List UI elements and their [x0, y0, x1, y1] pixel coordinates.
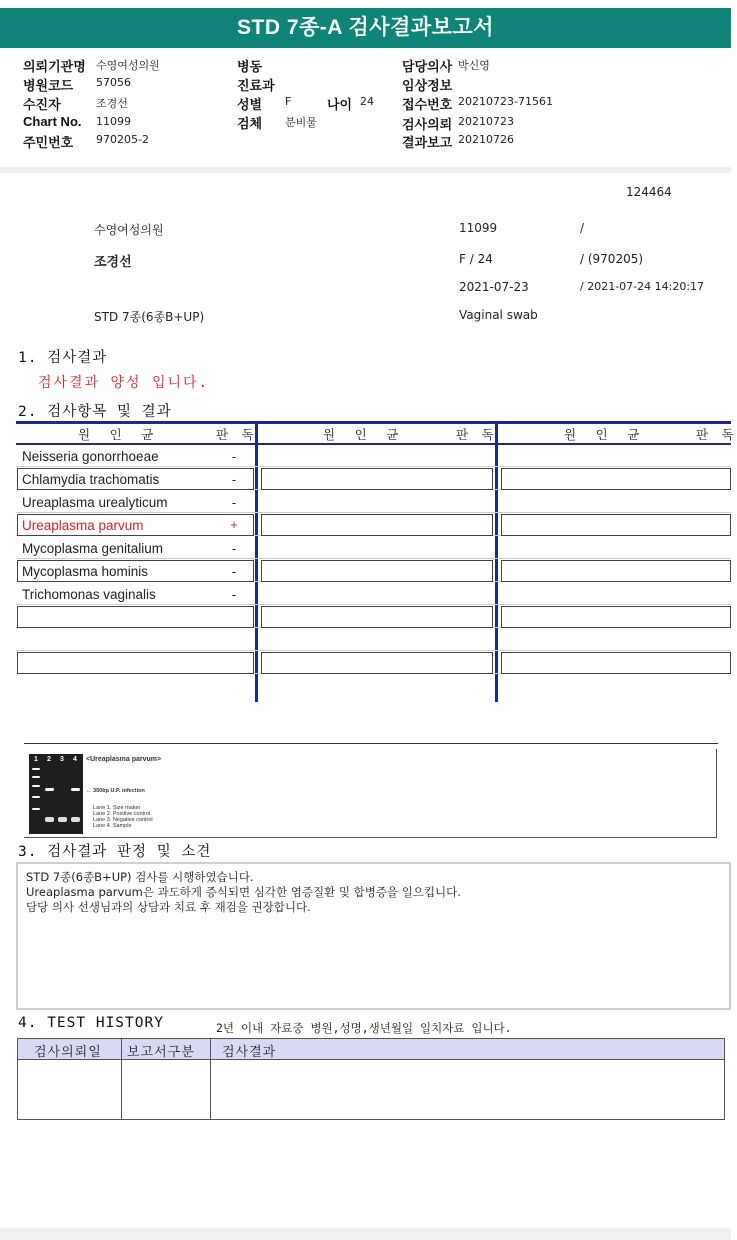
- pathogen-name: Chlamydia trachomatis: [22, 472, 160, 487]
- history-col-divider: [121, 1038, 122, 1120]
- row-box: [17, 606, 254, 628]
- sex-label: 성별: [237, 97, 263, 112]
- pathogen-name: Mycoplasma hominis: [22, 564, 149, 579]
- pathogen-name: Neisseria gonorrhoeae: [22, 449, 159, 464]
- gel-legend-item: Lane 1. Size maker: [93, 805, 141, 811]
- pathogen-name: Ureaplasma urealyticum: [22, 495, 168, 510]
- summary-chart: 11099: [459, 221, 498, 235]
- summary-specimen: Vaginal swab: [459, 308, 538, 322]
- history-col-type: 보고서구분: [127, 1045, 195, 1060]
- ward-label: 병동: [237, 59, 263, 74]
- pathogen-result-positive: +: [230, 517, 238, 532]
- grid-head-rule: [16, 443, 731, 445]
- pathogen-name: Mycoplasma genitalium: [22, 541, 164, 556]
- col-result-header: 판 독: [696, 427, 737, 442]
- header-value: 조경선: [96, 97, 128, 110]
- page-bottom-edge: [0, 1228, 731, 1240]
- header-value: 20210723-71561: [458, 95, 553, 108]
- header-value: 수영여성의원: [96, 59, 160, 72]
- col-pathogen-header: 원 인 균: [564, 427, 646, 442]
- gel-band: [45, 788, 54, 791]
- row-box: [501, 468, 731, 490]
- gel-arrow-label: ← 350bp U.P. infection: [86, 788, 145, 794]
- findings-line: 담당 의사 선생님과의 상담과 치료 후 재검을 권장합니다.: [26, 900, 311, 914]
- result-message: 검사결과 양성 입니다.: [38, 375, 210, 391]
- gel-band: [71, 788, 80, 791]
- history-col-result: 검사결과: [222, 1045, 277, 1060]
- gel-legend-item: Lane 2. Positive control: [93, 811, 151, 817]
- age-label: 나이: [327, 97, 353, 112]
- row-box: [261, 652, 493, 674]
- header-label: 임상정보: [402, 78, 453, 93]
- header-label: 접수번호: [402, 97, 453, 112]
- lane-label: 4: [73, 756, 77, 763]
- header-label: 결과보고: [402, 135, 453, 150]
- gel-image: [29, 754, 83, 834]
- header-label: 수진자: [23, 97, 61, 112]
- section3-heading: 3. 검사결과 판정 및 소견: [18, 844, 212, 860]
- row-line: [16, 512, 731, 513]
- gel-band: [58, 817, 67, 822]
- col-pathogen-header: 원 인 균: [323, 427, 405, 442]
- findings-line: STD 7종(6종B+UP) 검사를 시행하였습니다.: [26, 870, 254, 884]
- gel-legend-item: Lane 3. Negative control: [93, 817, 153, 823]
- lane-label: 2: [47, 756, 51, 763]
- sex-value: F: [285, 95, 292, 108]
- report-title: STD 7종-A 검사결과보고서: [0, 8, 731, 48]
- gel-band: [32, 776, 40, 778]
- findings-line: Ureaplasma parvum은 과도하게 증식되면 심각한 염증질환 및 합병증을 일으킵니다.: [26, 885, 461, 899]
- header-value: 20210723: [458, 115, 514, 128]
- header-label: 병원코드: [23, 78, 74, 93]
- history-col-divider: [210, 1038, 211, 1120]
- lane-label: 3: [60, 756, 64, 763]
- pathogen-name: Trichomonas vaginalis: [22, 587, 156, 602]
- gel-legend-item: Lane 4. Sample: [93, 823, 132, 829]
- dept-label: 진료과: [237, 78, 275, 93]
- row-box: [261, 560, 493, 582]
- section2-heading: 2. 검사항목 및 결과: [18, 404, 172, 420]
- grid-top-rule: [16, 421, 731, 424]
- history-header: [17, 1038, 725, 1060]
- specimen-value: 분비물: [285, 116, 317, 129]
- summary-patient: 조경선: [94, 255, 132, 270]
- gel-band: [32, 796, 40, 798]
- summary-reported: / 2021-07-24 14:20:17: [580, 280, 705, 293]
- gel-band: [32, 785, 40, 787]
- row-box: [501, 652, 731, 674]
- header-value: 970205-2: [96, 133, 149, 146]
- summary-hospital: 수영여성의원: [94, 223, 164, 237]
- pathogen-result: -: [231, 449, 237, 464]
- history-col-date: 검사의뢰일: [34, 1045, 102, 1060]
- row-box: [261, 468, 493, 490]
- col-result-header: 판 독: [216, 427, 257, 442]
- section1-heading: 1. 검사결과: [18, 350, 108, 366]
- gel-band: [32, 808, 40, 810]
- summary-birth: / (970205): [580, 252, 644, 266]
- pathogen-name-positive: Ureaplasma parvum: [22, 518, 144, 533]
- pathogen-result: -: [231, 495, 237, 510]
- gel-band: [32, 768, 40, 770]
- row-box: [501, 514, 731, 536]
- header-label: 담당의사: [402, 59, 453, 74]
- specimen-label: 검체: [237, 116, 263, 131]
- header-label: Chart No.: [23, 114, 82, 129]
- gel-title: <Ureaplasma parvum>: [86, 756, 162, 763]
- section4-heading: 4. TEST HISTORY: [18, 1015, 164, 1031]
- lane-label: 1: [34, 756, 38, 763]
- row-line: [16, 558, 731, 559]
- report-number: 124464: [626, 185, 672, 199]
- summary-slash: /: [580, 221, 585, 235]
- header-divider: [0, 167, 731, 173]
- grid-col-divider: [255, 421, 258, 702]
- summary-received: 2021-07-23: [459, 280, 529, 294]
- history-note: 2년 이내 자료중 병원,성명,생년월일 일치자료 입니다.: [216, 1021, 512, 1035]
- row-box: [501, 606, 731, 628]
- summary-sex-age: F / 24: [459, 252, 493, 266]
- pathogen-result: -: [231, 541, 237, 556]
- header-label: 주민번호: [23, 135, 74, 150]
- row-box: [261, 514, 493, 536]
- header-value: 박신영: [458, 59, 490, 72]
- summary-test-name: STD 7종(6종B+UP): [94, 310, 205, 324]
- row-box: [17, 652, 254, 674]
- header-value: 57056: [96, 76, 131, 89]
- col-result-header: 판 독: [456, 427, 497, 442]
- pathogen-result: -: [231, 564, 237, 579]
- row-box: [261, 606, 493, 628]
- header-label: 의뢰기관명: [23, 59, 86, 74]
- pathogen-result: -: [231, 472, 237, 487]
- header-value: 20210726: [458, 133, 514, 146]
- row-line: [16, 466, 731, 467]
- row-line: [16, 604, 731, 605]
- row-box: [501, 560, 731, 582]
- header-label: 검사의뢰: [402, 117, 453, 132]
- age-value: 24: [360, 95, 374, 108]
- gel-band: [71, 817, 80, 822]
- gel-top-rule: [24, 743, 718, 744]
- gel-band: [45, 817, 54, 822]
- grid-col-divider: [495, 421, 498, 702]
- header-value: 11099: [96, 115, 131, 128]
- history-body: [17, 1059, 725, 1120]
- pathogen-result: -: [231, 587, 237, 602]
- row-line: [16, 650, 731, 651]
- col-pathogen-header: 원 인 균: [78, 427, 160, 442]
